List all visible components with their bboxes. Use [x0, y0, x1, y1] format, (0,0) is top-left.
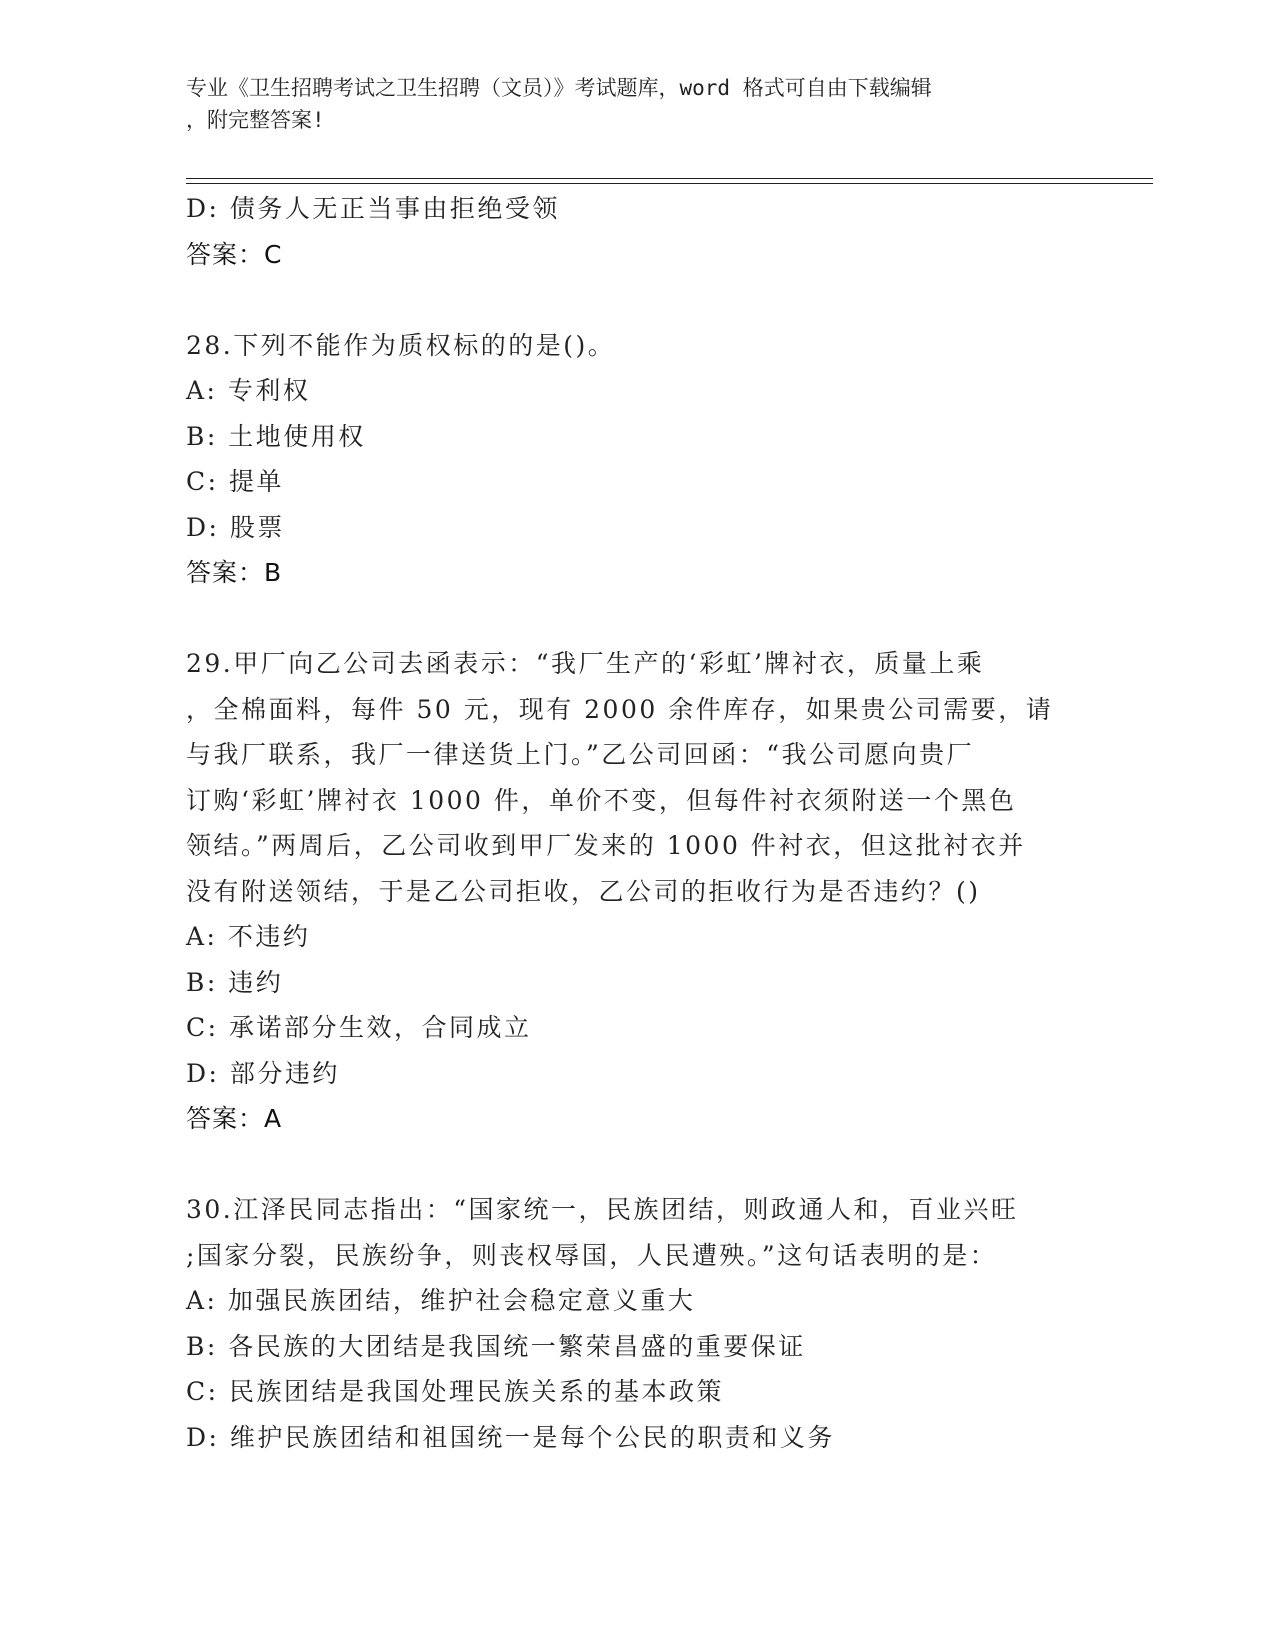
question-stem-line: ;国家分裂，民族纷争，则丧权辱国，人民遭殃。”这句话表明的是： [186, 1240, 998, 1270]
question-stem-line: 领结。”两周后，乙公司收到甲厂发来的 1000 件衬衣，但这批衬衣并 [186, 831, 1026, 860]
option-c: C: 承诺部分生效，合同成立 [186, 1013, 532, 1042]
answer: 答案：A [186, 1104, 283, 1133]
question-stem-line: 29.甲厂向乙公司去函表示：“我厂生产的‘彩虹’牌衬衣，质量上乘 [186, 649, 985, 678]
option-b: B: 各民族的大团结是我国统一繁荣昌盛的重要保证 [186, 1331, 806, 1361]
answer: 答案：C [186, 239, 283, 269]
question-stem: 28.下列不能作为质权标的的是()。 [186, 330, 616, 360]
option-a: A: 不违约 [186, 922, 311, 951]
question-29 [186, 641, 1086, 1142]
question-stem-line: 30.江泽民同志指出：“国家统一，民族团结，则政通人和，百业兴旺 [186, 1195, 1019, 1224]
question-stem-line: 没有附送领结，于是乙公司拒收，乙公司的拒收行为是否违约？() [186, 876, 981, 906]
option-d: D: 股票 [186, 512, 285, 542]
option-c: C: 民族团结是我国处理民族关系的基本政策 [186, 1377, 724, 1406]
option-a: A: 加强民族团结，维护社会稳定意义重大 [186, 1286, 696, 1315]
option-d: D: 维护民族团结和祖国统一是每个公民的职责和义务 [186, 1422, 835, 1452]
question-30 [186, 1187, 1086, 1460]
option-d: D: 部分违约 [186, 1058, 340, 1088]
option-d: D: 债务人无正当事由拒绝受领 [186, 194, 560, 223]
document-body [186, 186, 1086, 1460]
option-a: A: 专利权 [186, 376, 311, 405]
header-line-2: ，附完整答案! [186, 108, 325, 132]
answer: 答案：B [186, 558, 283, 587]
question-stem-line: 订购‘彩虹’牌衬衣 1000 件，单价不变，但每件衬衣须附送一个黑色 [186, 785, 1017, 815]
question-stem-line: 与我厂联系，我厂一律送货上门。”乙公司回函：“我公司愿向贵厂 [186, 740, 975, 769]
document-header [186, 72, 1066, 136]
option-b: B: 土地使用权 [186, 421, 366, 451]
header-rule-top [186, 178, 1153, 179]
header-rule-bottom [186, 183, 1153, 184]
option-c: C: 提单 [186, 467, 284, 496]
question-28 [186, 323, 1086, 596]
header-line-1: 专业《卫生招聘考试之卫生招聘（文员）》考试题库，word 格式可自由下载编辑 [186, 76, 932, 100]
question-stem-line: ，全棉面料，每件 50 元，现有 2000 余件库存，如果贵公司需要，请 [186, 694, 1054, 724]
option-b: B: 违约 [186, 967, 284, 997]
